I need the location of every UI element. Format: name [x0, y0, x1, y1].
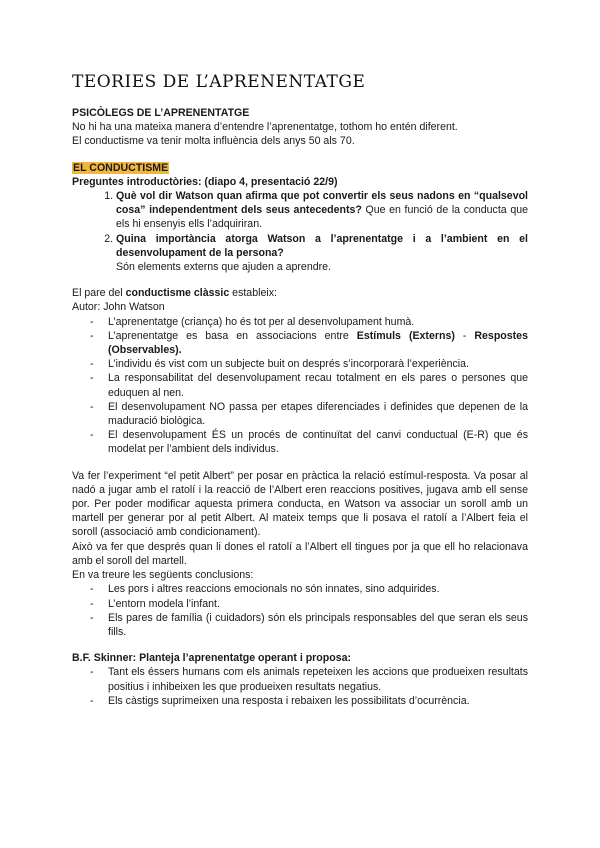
answer-text: Que en funció de la conducta que els hi ensenyis ells l’adquiriran. [116, 204, 528, 231]
list-item: - El desenvolupament ÉS un procés de continuïtat del canvi conductual (E-R) que és modelat per l’ambient dels individus. [72, 428, 528, 456]
conductisme-heading [72, 161, 528, 175]
father-line [72, 286, 528, 300]
list-item: - La responsabilitat del desenvolupament recau totalment en els pares o persones que eduquen al nen. [72, 371, 528, 399]
list-item: - Els pares de família (i cuidadors) són els principals responsables del que seran els seus fills. [72, 611, 528, 639]
section-heading-psicolegs: PSICÒLEGS DE L’APRENENTATGE [72, 107, 250, 119]
question-text: Què vol dir Watson quan afirma que pot convertir els seus nadons en “qualsevol cosa” independentment dels seus antecedents? [116, 190, 528, 217]
bullet2-mid: - [454, 329, 475, 342]
document-title: TEORIES DE L’APRENENTATGE [72, 72, 366, 92]
list-item: - Les pors i altres reaccions emocionals no són innates, sino adquirides. [72, 582, 528, 596]
albert-paragraph: Va fer l’experiment “el petit Albert” per posar en pràctica la relació estímul-resposta. Va posar al nadó a jugar amb el ratolí i la reacció de l’Albert eren reaccions positives, jugava amb ell sense por. Per poder modificar aquesta primera conducta, en Watson va associar un soroll amb un martell per generar por al petit Albert. Al mateix temps que li posava el ratolí a l’Albert feia el soroll (associació amb condicionament). [72, 469, 528, 539]
list-item: - Els càstigs suprimeixen una resposta i rebaixen les possibilitats d’ocurrència. [72, 694, 528, 708]
albert-paragraph-2: Això va fer que després quan li dones el ratolí a l’Albert ell tingues por ja que ell ho relacionava amb el soroll del martell. [72, 540, 528, 567]
question-item [116, 232, 528, 275]
father-post: estableix: [229, 287, 277, 300]
father-pre: El pare del [72, 287, 126, 300]
list-item: - L’entorn modela l’infant. [72, 597, 528, 611]
questions-heading: Preguntes introductòries: (diapo 4, presentació 22/9) [72, 175, 338, 188]
list-item [72, 329, 528, 357]
skinner-heading: B.F. Skinner: Planteja l’aprenentatge operant i proposa: [72, 652, 352, 665]
conclusions-list [72, 582, 528, 639]
question-item [116, 189, 528, 232]
bullet2-bold1: Estímuls (Externs) [356, 329, 455, 342]
skinner-bullets [72, 665, 528, 708]
intro-line-1: No hi ha una mateixa manera d’entendre l’aprenentatge, tothom ho entén diferent. [72, 121, 458, 134]
conclusions-intro: En va treure les següents conclusions: [72, 569, 254, 582]
list-item: - L’individu és vist com un subjecte buit on després s’incorporarà l’experiència. [72, 357, 528, 371]
author-line: Autor: John Watson [72, 301, 165, 314]
answer-text: Són elements externs que ajuden a aprendre. [116, 261, 331, 274]
list-item: - L’aprenentatge (criança) ho és tot per al desenvolupament humà. [72, 315, 528, 329]
document-page [72, 70, 528, 708]
intro-line-2: El conductisme va tenir molta influència dels anys 50 als 70. [72, 135, 355, 148]
conductisme-highlight: EL CONDUCTISME [73, 161, 169, 174]
bullet2-bold2: Respostes (Observables). [108, 329, 528, 357]
father-bold: conductisme clàssic [125, 287, 230, 300]
list-item: - Tant els éssers humans com els animals repeteixen les accions que produeixen resultats positius i inhibeixen les que produeixen resultats negatius. [72, 665, 528, 693]
watson-bullets [72, 315, 528, 457]
questions-list [72, 189, 528, 274]
list-item: - El desenvolupament NO passa per etapes diferenciades i definides que depenen de la maduració biològica. [72, 400, 528, 428]
question-text: Quina importància atorga Watson a l’aprenentatge i a l’ambient en el desenvolupament de la persona? [116, 232, 528, 259]
bullet2-pre: L’aprenentatge es basa en associacions entre [108, 329, 357, 342]
